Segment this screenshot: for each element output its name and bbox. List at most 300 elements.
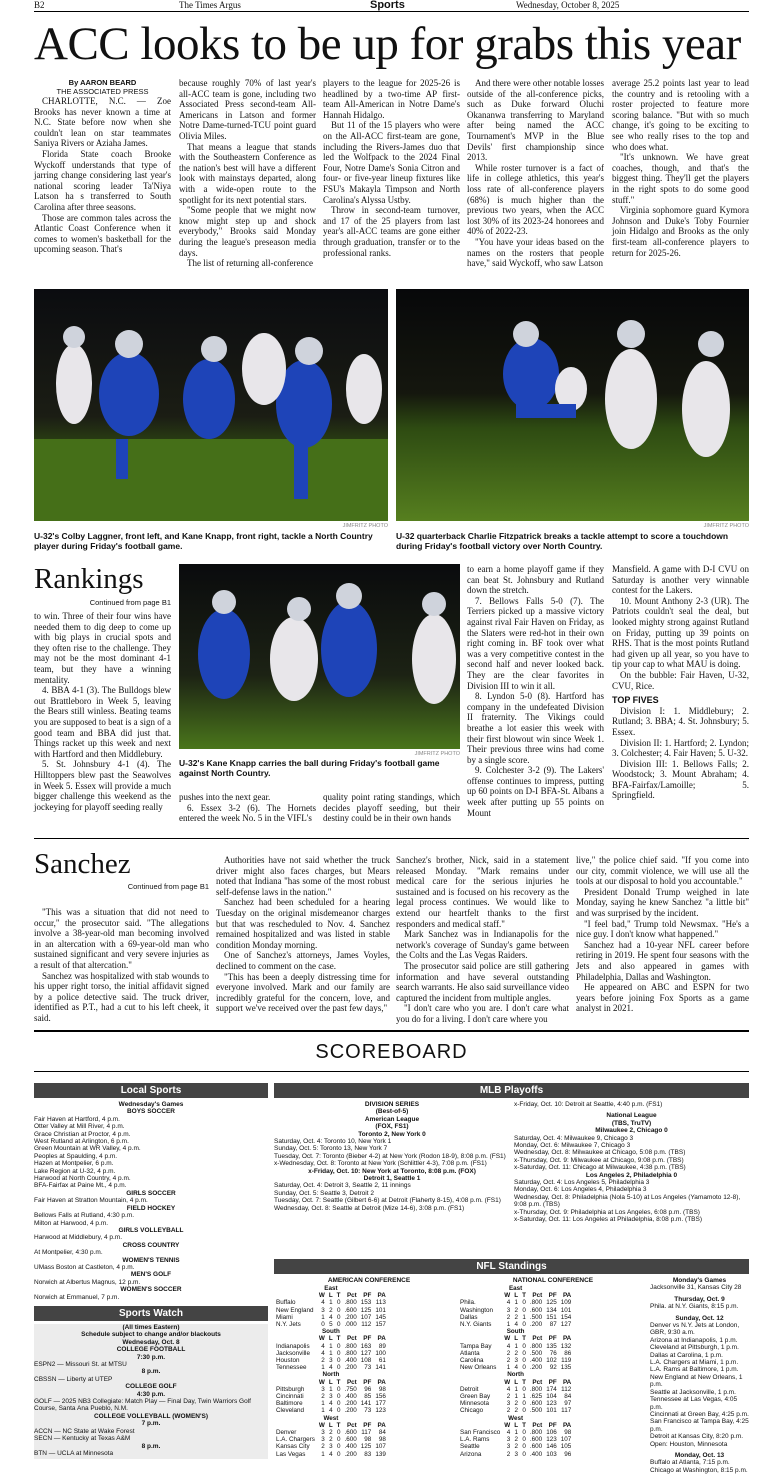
stat-cell: 0 (522, 1306, 526, 1314)
schedule-heading: Los Angeles 2, Philadelphia 0 (585, 1171, 678, 1179)
top-fives-paragraph: Division II: 1. Hartford; 2. Lyndon; 3. Colchester; 4. Fair Haven; 5. U-32. (612, 737, 749, 759)
division-name: North (507, 1371, 524, 1379)
division-name: West (508, 1414, 524, 1422)
stat-cell: .800 (529, 1342, 543, 1350)
team-name: Cincinnati (276, 1393, 304, 1401)
schedule-line: Hazen at Montpelier, 6 p.m. (34, 1160, 114, 1168)
story-paragraph: Virginia sophomore guard Kymora Johnson and Duke's Toby Fournier join Hidalgo and Brooks as the only first-team all-conference players to return for 2025-26. (612, 205, 749, 258)
table-row (458, 1429, 573, 1436)
stat-cell: 2 (329, 1436, 333, 1444)
stat-cell: 3 (506, 1443, 511, 1451)
sanchez-paragraph: "I don't care who you are. I don't care what you do for a living. I don't care where you (396, 1003, 569, 1024)
sanchez-column-2 (216, 855, 390, 1014)
stat-cell: .400 (529, 1357, 543, 1365)
page-number: B2 (34, 0, 45, 10)
stat-cell: 2 (321, 1393, 325, 1401)
stat-cell: 3 (329, 1357, 333, 1365)
column-header: W (318, 1378, 325, 1386)
stat-cell: 117 (361, 1429, 372, 1437)
schedule-line: ACCN — NC State at Wake Forest (34, 1427, 135, 1435)
stat-cell: 4 (329, 1407, 333, 1415)
team-name: Washington (460, 1306, 494, 1314)
story-paragraph: players to the league for 2025-26 is headlined by a two-time AP first-team All-American in Notre Dame's Hannah Hidalgo. (323, 78, 460, 120)
team-name: Pittsburgh (276, 1385, 305, 1393)
schedule-line: ESPN2 — Missouri St. at MTSU (34, 1361, 127, 1369)
rankings-paragraph: On the bubble: Fair Haven, U-32, CVU, Rice. (612, 669, 749, 691)
stat-cell: 4 (321, 1342, 325, 1350)
column-header: W (504, 1378, 511, 1386)
story-paragraph: "You have your ideas based on the names on the rosters that people have," said Wyckoff, who saw Latson (467, 236, 604, 269)
column-header: W (504, 1292, 511, 1300)
table-row (458, 1451, 573, 1458)
team-name: Tampa Bay (460, 1342, 492, 1350)
stat-cell: 3 (514, 1450, 519, 1458)
stat-cell: .800 (529, 1299, 543, 1307)
stat-cell: 0 (337, 1400, 341, 1408)
stat-cell: 1 (329, 1349, 333, 1357)
stat-cell: 61 (378, 1357, 386, 1365)
schedule-heading: COLLEGE VOLLEYBALL (WOMEN'S) (93, 1412, 209, 1420)
local-sports-list (34, 1101, 268, 1301)
rankings-paragraph: 10. Mount Anthony 2-3 (UR). The Patriots couldn't seal the deal, but looked mighty strong against Rutland on Friday, putting up 39 points on RHS. That is the most points Rutland had given up all year, so you have to tip your cap to what MAU is doing. (612, 595, 749, 670)
stat-cell: 2 (514, 1400, 519, 1408)
schedule-line: Grace Christian at Proctor, 4 p.m. (34, 1130, 131, 1138)
stat-cell: 2 (506, 1349, 511, 1357)
photo-credit: JIMFRITZ PHOTO (703, 523, 749, 529)
team-name: New Orleans (460, 1364, 497, 1372)
sanchez-paragraph: He appeared on ABC and ESPN for two years before joining Fox Sports as a game analyst in 2021. (576, 982, 749, 1014)
stat-cell: 4 (329, 1450, 333, 1458)
main-headline: ACC looks to be up for grabs this year (34, 18, 741, 70)
table-row (458, 1393, 573, 1400)
division-name: South (506, 1328, 525, 1336)
column-header: L (328, 1292, 333, 1300)
stat-cell: 107 (375, 1443, 386, 1451)
stat-cell: 2 (321, 1443, 325, 1451)
column-header: Pct (346, 1292, 357, 1300)
stat-cell: 0 (337, 1393, 341, 1401)
schedule-heading: WOMEN'S TENNIS (122, 1256, 180, 1264)
column-header: Pct (532, 1292, 543, 1300)
stat-cell: 0 (522, 1450, 526, 1458)
stat-cell: 125 (360, 1443, 372, 1451)
stat-cell: 132 (560, 1342, 572, 1350)
schedule-line: Tennessee at Las Vegas, 4:05 p.m. (650, 1396, 738, 1411)
sanchez-column-1 (34, 907, 209, 1024)
schedule-heading: Thursday, Oct. 9 (674, 1295, 725, 1303)
table-row (458, 1436, 573, 1443)
column-header: PA (562, 1421, 572, 1429)
schedule-line: x-Saturday, Oct. 11: Chicago at Milwaukee, 4:38 p.m. (TBS) (514, 1164, 686, 1172)
division-name: West (323, 1414, 339, 1422)
schedule-line: Sunday, Oct. 5: Toronto 13, New York 7 (274, 1145, 388, 1153)
stat-cell: 100 (375, 1349, 386, 1357)
issue-date: Wednesday, October 8, 2025 (516, 0, 620, 10)
stat-cell: 1 (522, 1393, 526, 1401)
story-paragraph: CHARLOTTE, N.C. — Zoe Brooks has never known a time at N.C. State before now when she couldn't lean on star teammates Saniya Rivers or Aziaha James. (34, 96, 171, 149)
team-name: Dallas (460, 1313, 478, 1321)
stat-cell: 1 (329, 1342, 333, 1350)
stat-cell: 3 (321, 1436, 325, 1444)
sports-watch-list (34, 1324, 268, 1459)
stat-cell: 134 (546, 1306, 557, 1314)
schedule-line: Chicago at Washington, 8:15 p.m. (650, 1466, 748, 1474)
story-paragraph: "Some people that we might now know might step up and shock everybody," Brooks said Monday during the league's preseason media days. (179, 205, 316, 258)
column-header: L (514, 1292, 519, 1300)
rankings-continued: Continued from page B1 (89, 598, 171, 607)
nfc-title: NATIONAL CONFERENCE (512, 1277, 594, 1284)
local-sports-header: Local Sports (34, 1083, 268, 1098)
rankings-column-4 (467, 564, 604, 818)
stat-cell: 1 (506, 1364, 511, 1372)
schedule-line: Arizona at Indianapolis, 1 p.m. (650, 1336, 738, 1344)
rankings-column-1 (34, 611, 171, 812)
sanchez-paragraph: Sanchez's brother, Nick, said in a statement released Monday. "Mark remains under medical care for the serious injuries he sustained and is focused on his recovery as the legal process continues. We would like to extend our heartfelt thanks to the first responders and medical staff." (396, 855, 569, 929)
stat-cell: 0 (522, 1407, 526, 1415)
table-row (274, 1451, 388, 1458)
stat-cell: 0 (337, 1443, 341, 1451)
stat-cell: 107 (360, 1313, 372, 1321)
stat-cell: 0 (522, 1357, 526, 1365)
column-header: PF (548, 1335, 557, 1343)
stat-cell: 141 (360, 1400, 372, 1408)
schedule-line: Buffalo at Atlanta, 7:15 p.m. (650, 1459, 730, 1467)
stat-cell: 123 (546, 1436, 557, 1444)
table-row (274, 1357, 388, 1364)
stat-cell: 3 (329, 1393, 333, 1401)
stat-cell: 1 (321, 1450, 325, 1458)
schedule-line: x-Wednesday, Oct. 8: Toronto at New York (Schlittler 4-3), 7:08 p.m. (FS1) (274, 1160, 487, 1168)
schedule-line: CBSSN — Liberty at UTEP (34, 1375, 113, 1383)
sanchez-paragraph: Sanchez had a 10-year NFL career before retiring in 2019. He spent four seasons with the Jets and also appeared in games with Philadelphia, Dallas and Washington. (576, 939, 749, 982)
stat-cell: 0 (337, 1342, 341, 1350)
team-name: Kansas City (276, 1443, 310, 1451)
team-name: Denver (276, 1429, 297, 1437)
stat-cell: 0 (337, 1407, 341, 1415)
schedule-heading: BOYS SOCCER (126, 1108, 176, 1116)
mlb-list-left (274, 1101, 510, 1212)
sanchez-paragraph: The prosecutor said police are still gathering information and have several outstanding search warrants. He also said surveillance video captured the incident from multiple angles. (396, 960, 569, 1003)
schedule-line: x-Thursday, Oct. 9: Philadelphia at Los Angeles, 6:08 p.m. (TBS) (514, 1208, 700, 1216)
stat-cell: 106 (546, 1429, 557, 1437)
stat-cell: .800 (344, 1349, 357, 1357)
schedule-line: Peoples at Spaulding, 4 p.m. (34, 1152, 118, 1160)
schedule-line: Norwich at Emmanuel, 7 p.m. (34, 1293, 120, 1301)
photo-credit: JIMFRITZ PHOTO (414, 751, 460, 757)
table-row (274, 1364, 388, 1371)
table-row (274, 1307, 388, 1314)
stat-cell: .000 (344, 1321, 357, 1329)
schedule-heading: Wednesday's Games (118, 1101, 184, 1108)
stat-cell: 1 (514, 1299, 519, 1307)
stat-cell: 0 (522, 1342, 526, 1350)
stat-cell: 2 (329, 1306, 333, 1314)
stat-cell: 104 (546, 1393, 557, 1401)
schedule-line: Green Mountain at WR Valley, 4 p.m. (34, 1145, 141, 1153)
stat-cell: 1 (514, 1342, 519, 1350)
stat-cell: 1 (329, 1385, 333, 1393)
top-fives-paragraph: Division I: 1. Middlebury; 2. Rutland; 3. BBA; 4. St. Johnsbury; 5. Essex. (612, 705, 749, 737)
stat-cell: 3 (321, 1385, 325, 1393)
football-photo-middle (179, 564, 460, 749)
byline-agency: THE ASSOCIATED PRESS (56, 87, 149, 96)
stat-cell: 92 (549, 1364, 557, 1372)
column-header: W (318, 1421, 325, 1429)
column-header: PA (377, 1292, 386, 1300)
column-header: PF (548, 1378, 557, 1386)
stat-cell: 4 (321, 1349, 325, 1357)
page-header (34, 0, 749, 12)
schedule-line: x-Thursday, Oct. 9: Milwaukee at Chicago, 9:08 p.m. (TBS) (514, 1156, 684, 1164)
column-header: Pct (532, 1421, 543, 1429)
nfl-standings-header: NFL Standings (274, 1259, 749, 1274)
team-name: Phila. (460, 1299, 476, 1307)
story-column-2 (179, 78, 316, 269)
column-header: PF (363, 1292, 372, 1300)
table-row (458, 1443, 573, 1450)
story-paragraph: While roster turnover is a fact of life in college athletics, this year's loss rate of all-conference players (68%) is much higher than the previous two years, when the ACC lost 30% of its 2023-24 honorees and 40% of 2022-23. (467, 162, 604, 237)
paper-name: The Times Argus (179, 0, 241, 10)
team-name: Las Vegas (276, 1450, 306, 1458)
story-paragraph: The list of returning all-conference (187, 258, 313, 269)
rankings-paragraph: to win. Three of their four wins have needed them to dig deep to come up with big plays in crucial spots and they often rise to the challenge. They may not be the most dominant 4-1 team, but they have a winning mentality. (34, 611, 171, 685)
column-header: L (514, 1378, 519, 1386)
stat-cell: 4 (506, 1429, 511, 1437)
team-name: San Francisco (460, 1429, 501, 1437)
schedule-line: Tuesday, Oct. 7: Toronto (Bieber 4-2) at New York (Rodon 18-9), 8:08 p.m. (FS1) (274, 1152, 506, 1160)
rankings-column-2 (179, 792, 316, 824)
column-header: L (328, 1378, 333, 1386)
stat-cell: 127 (560, 1321, 572, 1329)
table-row (274, 1393, 388, 1400)
schedule-line: West Rutland at Arlington, 6 p.m. (34, 1138, 129, 1146)
schedule-line: Cincinnati at Green Bay, 4:25 p.m. (650, 1410, 749, 1418)
stat-cell: 108 (360, 1357, 372, 1365)
stat-cell: 2 (514, 1443, 519, 1451)
stat-cell: 0 (522, 1299, 526, 1307)
column-header: PF (363, 1421, 372, 1429)
table-row (274, 1321, 388, 1328)
schedule-line: Saturday, Oct. 4: Detroit 3, Seattle 2, 11 innings (274, 1182, 411, 1190)
column-header: PA (562, 1378, 572, 1386)
stat-cell: 4 (329, 1364, 333, 1372)
stat-cell: 3 (329, 1443, 333, 1451)
stat-cell: 0 (337, 1429, 341, 1437)
team-name: Green Bay (460, 1393, 491, 1401)
stat-cell: 89 (378, 1342, 386, 1350)
stat-cell: 0 (337, 1299, 341, 1307)
team-name: Arizona (460, 1450, 482, 1458)
stat-cell: 2 (514, 1349, 519, 1357)
schedule-line: Sunday, Oct. 5: Seattle 3, Detroit 2 (274, 1189, 374, 1197)
schedule-line: Harwood at North Country, 4 p.m. (34, 1175, 131, 1183)
stat-cell: 177 (375, 1400, 386, 1408)
column-header: W (318, 1335, 325, 1343)
stat-cell: 0 (522, 1443, 526, 1451)
schedule-line: Tuesday, Oct. 7: Seattle (Gilbert 6-6) at Detroit (Flaherty 8-15), 4:08 p.m. (FS1) (274, 1197, 501, 1205)
sanchez-continued: Continued from page B1 (127, 882, 209, 891)
rankings-column-3 (323, 792, 460, 824)
division-name: East (324, 1285, 338, 1292)
rankings-paragraph: quality point rating standings, which decides playoff seeding, but their destiny could be in their own hands (323, 792, 460, 824)
team-name: Buffalo (276, 1299, 296, 1307)
photo-caption-right: U-32 quarterback Charlie Fitzpatrick breaks a tackle attempt to score a touchdown during Friday's football victory over North Country. (396, 531, 729, 551)
column-header: PF (363, 1378, 372, 1386)
team-name: Indianapolis (276, 1342, 310, 1350)
stat-cell: 0 (522, 1321, 526, 1329)
schedule-line: Fair Haven at Stratton Mountain, 4 p.m. (34, 1197, 148, 1205)
schedule-heading: x-Friday, Oct. 10: New York at Toronto, 8:08 p.m. (FOX) (308, 1167, 476, 1175)
schedule-line: Otter Valley at Mill River, 4 p.m. (34, 1123, 125, 1131)
rankings-paragraph: 4. BBA 4-1 (3). The Bulldogs blew out Brattleboro in Week 5, leaving the Bears still winless. Beating teams you are supposed to beat is a sign of a good team and BBA did just that. Things racket up this week and next with Hartford and then Middlebury. (34, 685, 171, 759)
stat-cell: .600 (529, 1306, 543, 1314)
rankings-paragraph: to earn a home playoff game if they can beat St. Johnsbury and Rutland down the stretch. (467, 564, 604, 596)
column-header: W (504, 1335, 511, 1343)
stat-cell: 151 (546, 1313, 557, 1321)
stat-cell: .200 (529, 1321, 543, 1329)
schedule-line: Bellows Falls at Rutland, 4:30 p.m. (34, 1212, 135, 1220)
story-column-1 (34, 78, 171, 255)
stat-cell: 1 (321, 1407, 325, 1415)
mlb-playoffs-header: MLB Playoffs (274, 1083, 749, 1098)
stat-cell: 73 (364, 1364, 372, 1372)
stat-cell: 163 (360, 1342, 372, 1350)
schedule-heading: WOMEN'S SOCCER (120, 1286, 182, 1294)
rankings-paragraph: 8. Lyndon 5-0 (8). Hartford has company in the undefeated Division II fraternity. The Vikings could breathe a lot easier this week with their first blowout win since Week 1. Their previous three wins had come by a single score. (467, 691, 604, 765)
column-header: T (522, 1292, 526, 1300)
column-header: Pct (346, 1421, 357, 1429)
schedule-heading: Milwaukee 2, Chicago 0 (595, 1127, 668, 1135)
schedule-line: x-Saturday, Oct. 11: Los Angeles at Philadelphia, 8:08 p.m. (TBS) (514, 1216, 702, 1224)
schedule-line: Wednesday, Oct. 8: Philadelphia (Nola 5-10) at Los Angeles (Yamamoto 12-8), 9:08 p.m. (TBS) (514, 1193, 741, 1209)
team-name: New England (276, 1306, 314, 1314)
stat-cell: 1 (506, 1321, 511, 1329)
rankings-paragraph: 6. Essex 3-2 (6). The Hornets entered the week No. 5 in the VIFL's (179, 802, 316, 824)
stat-cell: 4 (514, 1364, 519, 1372)
stat-cell: 98 (378, 1385, 386, 1393)
stat-cell: 139 (375, 1450, 386, 1458)
table-row (458, 1343, 573, 1350)
stat-cell: 154 (560, 1313, 572, 1321)
stat-cell: .200 (529, 1364, 543, 1372)
schedule-heading: Monday, Oct. 13 (674, 1451, 725, 1459)
schedule-line: BTN — UCLA at Minnesota (34, 1449, 114, 1457)
stat-cell: 157 (375, 1321, 386, 1329)
stat-cell: 2 (506, 1313, 511, 1321)
schedule-line: L.A. Rams at Baltimore, 1 p.m. (650, 1366, 739, 1374)
stat-cell: 5 (329, 1321, 333, 1329)
stat-cell: .800 (529, 1385, 543, 1393)
stat-cell: 141 (375, 1364, 386, 1372)
schedule-line: At Montpelier, 4:30 p.m. (34, 1249, 103, 1257)
schedule-heading: National League (606, 1112, 657, 1120)
story-column-3 (323, 78, 460, 258)
division-name: South (321, 1328, 340, 1336)
stat-cell: 123 (546, 1400, 557, 1408)
schedule-line: Detroit at Kansas City, 8:20 p.m. (650, 1433, 744, 1441)
story-column-4 (467, 78, 604, 269)
team-name: Jacksonville (276, 1349, 310, 1357)
schedule-line: Milton at Harwood, 4 p.m. (34, 1219, 109, 1227)
stat-cell: 4 (506, 1299, 511, 1307)
stat-cell: 146 (546, 1443, 557, 1451)
stat-cell: 101 (375, 1306, 386, 1314)
stat-cell: 127 (360, 1349, 372, 1357)
schedule-heading: Toronto 2, New York 0 (358, 1130, 426, 1138)
team-name: N.Y. Giants (460, 1321, 492, 1329)
schedule-line: Fair Haven at Hartford, 4 p.m. (34, 1115, 120, 1123)
stat-cell: 0 (522, 1349, 526, 1357)
schedule-line: Harwood at Middlebury, 4 p.m. (34, 1234, 123, 1242)
stat-cell: 125 (546, 1299, 557, 1307)
rankings-paragraph: Mansfield. A game with D-I CVU on Saturday is another very winnable contest for the Lakers. (612, 564, 749, 596)
section-name: Sports (370, 0, 405, 11)
column-header: T (522, 1335, 526, 1343)
division-name: East (508, 1285, 523, 1292)
table-row (274, 1436, 388, 1443)
stat-cell: 0 (522, 1436, 526, 1444)
photo-caption-middle: U-32's Kane Knapp carries the ball during Friday's football game against North Country. (179, 758, 440, 778)
sanchez-paragraph: "This has been a deeply distressing time for everyone involved. Mark and our family are incredibly grateful for the concern, love, and support we've received over the past few days," (216, 971, 390, 1014)
stat-cell: 1 (514, 1429, 519, 1437)
stat-cell: 3 (321, 1429, 325, 1437)
table-row (458, 1364, 573, 1371)
stat-cell: 0 (337, 1450, 341, 1458)
stat-cell: 1 (321, 1364, 325, 1372)
story-paragraph: because roughly 70% of last year's all-ACC team is gone, including two Associated Press second-team All-Americans in Latson and former Notre Dame-turned-TCU point guard Olivia Miles. (179, 78, 316, 141)
table-row (458, 1299, 573, 1306)
column-header: Pct (532, 1378, 543, 1386)
stat-cell: 4 (329, 1313, 333, 1321)
schedule-heading: Schedule subject to change and/or blackouts (81, 1331, 221, 1339)
schedule-heading: MEN'S GOLF (130, 1271, 172, 1279)
stat-cell: 135 (560, 1364, 572, 1372)
column-header: PF (548, 1421, 557, 1429)
schedule-heading: Sunday, Oct. 12 (675, 1314, 724, 1322)
stat-cell: 3 (514, 1357, 519, 1365)
section-divider (34, 838, 749, 839)
schedule-heading: Monday's Games (672, 1277, 727, 1284)
stat-cell: 2 (514, 1306, 519, 1314)
table-row (274, 1299, 388, 1306)
stat-cell: .600 (344, 1436, 357, 1444)
sanchez-paragraph: One of Sanchez's attorneys, James Voyles, declined to comment on the case. (216, 950, 390, 971)
column-header: Pct (346, 1335, 357, 1343)
stat-cell: .400 (344, 1393, 357, 1401)
schedule-line: Saturday, Oct. 4: Milwaukee 9, Chicago 3 (514, 1134, 634, 1142)
sanchez-paragraph: Authorities have not said whether the truck driver might also faces charges, but Mears noted that Indiana "has some of the most robust self-defense laws in the nation." (216, 855, 390, 897)
stat-cell: 2 (506, 1393, 511, 1401)
schedule-heading: DIVISION SERIES (364, 1101, 420, 1108)
schedule-heading: (FOX, FS1) (375, 1123, 409, 1131)
column-header: W (504, 1421, 511, 1429)
stat-cell: 0 (337, 1306, 341, 1314)
table-row (274, 1407, 388, 1414)
stat-cell: 174 (546, 1385, 557, 1393)
schedule-line: Monday, Oct. 6: Los Angeles 4, Philadelphia 3 (514, 1186, 647, 1194)
schedule-line: Wednesday, Oct. 8: Seattle at Detroit (Mize 14-6), 3:08 p.m. (FS1) (274, 1204, 465, 1212)
sanchez-paragraph: live," the police chief said. "If you come into our city, commit violence, we will use all the tools at our disposal to hold you accountable." (576, 855, 749, 887)
schedule-heading: 7:30 p.m. (136, 1353, 166, 1361)
story-paragraph: "It's unknown. We have great coaches, though, and that's the biggest thing. They'll get the players in the right spots to do some good stuff." (612, 152, 749, 205)
stat-cell: 4 (321, 1299, 325, 1307)
photo-caption-left: U-32's Colby Laggner, front left, and Kane Knapp, front right, tackle a North Country player during Friday's football game. (34, 531, 373, 551)
stat-cell: 0 (522, 1385, 526, 1393)
table-row (274, 1443, 388, 1450)
stat-cell: 76 (549, 1349, 557, 1357)
column-header: Pct (532, 1335, 543, 1343)
schedule-line: UMass Boston at Castleton, 4 p.m. (34, 1263, 135, 1271)
